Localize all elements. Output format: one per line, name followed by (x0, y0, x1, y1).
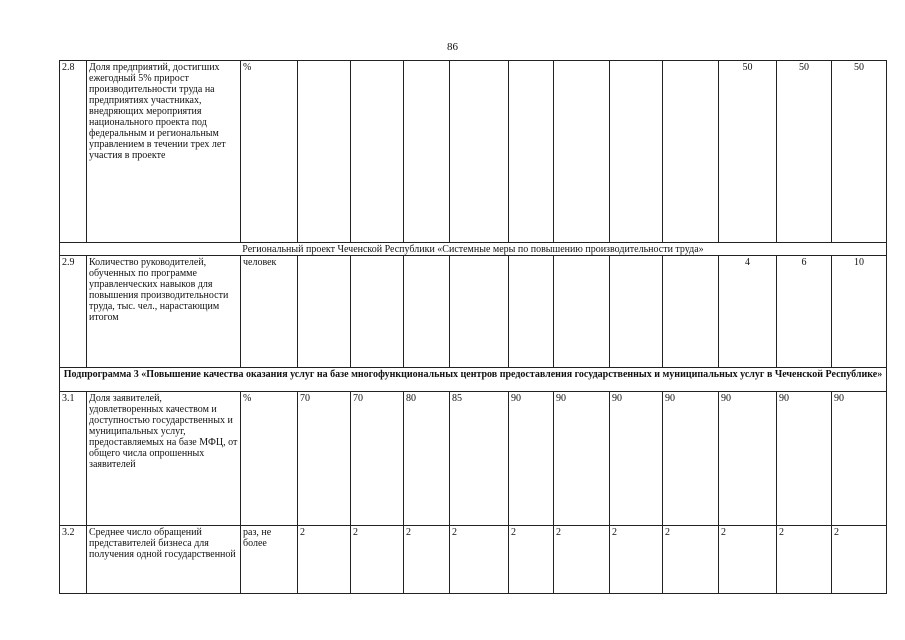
section-regional-project: Региональный проект Чеченской Республики «Системные меры по повышению производительности труда» (60, 243, 887, 256)
table-row (60, 392, 887, 526)
value-cell: 2 (298, 526, 351, 594)
value-cell (404, 256, 450, 368)
value-cell (610, 256, 663, 368)
value-cell: 90 (554, 392, 610, 526)
value-cell: 10 (832, 256, 887, 368)
value-cell (663, 61, 719, 243)
value-cell: 2 (663, 526, 719, 594)
row-number: 2.9 (60, 256, 87, 368)
unit-cell: человек (241, 256, 298, 368)
value-cell: 2 (719, 526, 777, 594)
value-cell (450, 61, 509, 243)
value-cell: 50 (777, 61, 832, 243)
value-cell: 90 (610, 392, 663, 526)
value-cell: 50 (719, 61, 777, 243)
indicator-name: Количество руководителей, обученных по программе управленческих навыков для повышения производительности труда, тыс. чел., нарастающим итогом (87, 256, 241, 368)
value-cell (509, 61, 554, 243)
value-cell (509, 256, 554, 368)
value-cell (610, 61, 663, 243)
value-cell (554, 256, 610, 368)
value-cell (404, 61, 450, 243)
value-cell: 70 (298, 392, 351, 526)
indicators-table (59, 60, 887, 594)
value-cell (351, 256, 404, 368)
value-cell: 2 (404, 526, 450, 594)
value-cell: 85 (450, 392, 509, 526)
value-cell: 2 (610, 526, 663, 594)
value-cell: 80 (404, 392, 450, 526)
row-number: 3.2 (60, 526, 87, 594)
page-number: 86 (447, 41, 458, 53)
unit-cell: раз, не более (241, 526, 298, 594)
value-cell (351, 61, 404, 243)
unit-cell: % (241, 61, 298, 243)
indicator-name: Доля заявителей, удовлетворенных качеством и доступностью государственных и муниципальных услуг, предоставляемых на базе МФЦ, от общего числа опрошенных заявителей (87, 392, 241, 526)
value-cell: 90 (719, 392, 777, 526)
value-cell: 90 (832, 392, 887, 526)
value-cell (298, 61, 351, 243)
section-subprogram-3: Подпрограмма 3 «Повышение качества оказания услуг на базе многофункциональных центров предоставления государственных и муниципальных услуг в Чеченской Республике» (60, 368, 887, 392)
value-cell: 90 (663, 392, 719, 526)
section-row (60, 368, 887, 392)
row-number: 2.8 (60, 61, 87, 243)
value-cell: 70 (351, 392, 404, 526)
table-row (60, 526, 887, 594)
value-cell: 2 (351, 526, 404, 594)
value-cell: 2 (509, 526, 554, 594)
row-number: 3.1 (60, 392, 87, 526)
value-cell: 90 (509, 392, 554, 526)
value-cell: 90 (777, 392, 832, 526)
value-cell: 2 (832, 526, 887, 594)
value-cell (663, 256, 719, 368)
value-cell: 4 (719, 256, 777, 368)
value-cell (554, 61, 610, 243)
value-cell (298, 256, 351, 368)
value-cell: 2 (554, 526, 610, 594)
value-cell: 2 (777, 526, 832, 594)
table-row (60, 61, 887, 243)
value-cell (450, 256, 509, 368)
indicator-name: Среднее число обращений представителей бизнеса для получения одной государственной (87, 526, 241, 594)
indicator-name: Доля предприятий, достигших ежегодный 5% прирост производительности труда на предприятиях участниках, внедряющих мероприятия национального проекта под федеральным и региональным управлением в течении трех лет участия в проекте (87, 61, 241, 243)
value-cell: 2 (450, 526, 509, 594)
table-row (60, 256, 887, 368)
value-cell: 50 (832, 61, 887, 243)
unit-cell: % (241, 392, 298, 526)
section-row (60, 243, 887, 256)
value-cell: 6 (777, 256, 832, 368)
